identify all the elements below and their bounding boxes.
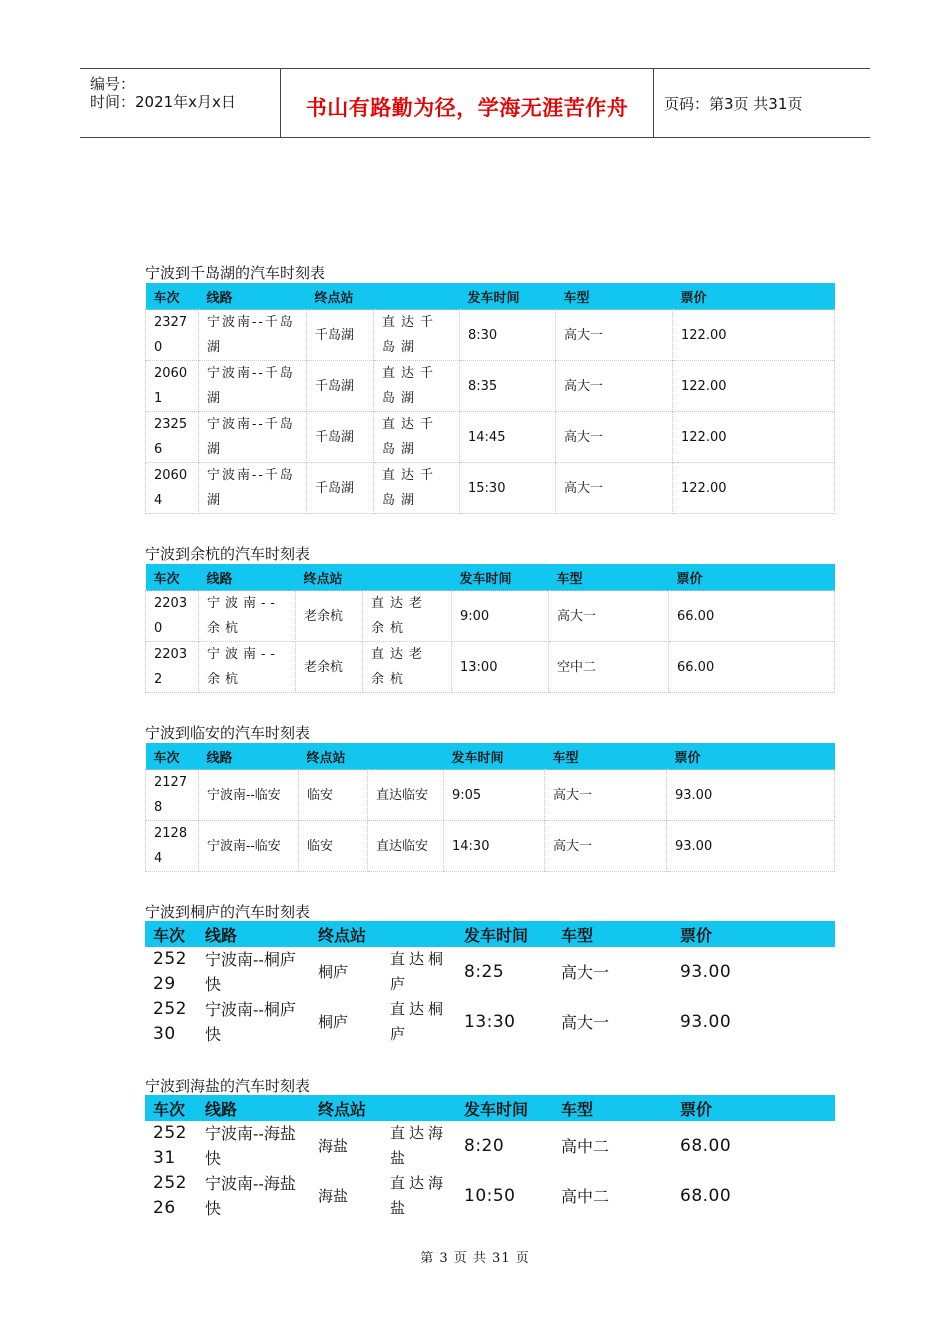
table-title: 宁波到余杭的汽车时刻表 (145, 545, 311, 563)
terminal: 海盐 (318, 1136, 349, 1155)
route: 宁波南--海盐快 (205, 1174, 296, 1218)
route: 宁波南--余杭 (199, 642, 296, 693)
table-row (145, 1121, 835, 1171)
bus-type: 高大一 (556, 463, 673, 514)
service: 直达海盐 (390, 1174, 448, 1217)
service: 直达海盐 (390, 1124, 448, 1167)
depart-time: 13:30 (464, 1011, 516, 1032)
table-title: 宁波到临安的汽车时刻表 (145, 724, 311, 742)
train-no: 23256 (146, 412, 199, 463)
page-header (80, 68, 870, 138)
col-terminal: 终点站 (310, 921, 382, 947)
train-no: 25226 (153, 1173, 187, 1218)
col-route: 线路 (199, 564, 296, 591)
bus-type: 高中二 (561, 1186, 610, 1206)
col-depart: 发车时间 (456, 1095, 553, 1121)
col-blank (374, 283, 460, 310)
col-bustype: 车型 (549, 564, 669, 591)
table-row (146, 642, 835, 693)
col-route: 线路 (199, 743, 299, 770)
col-terminal: 终点站 (310, 1095, 382, 1121)
col-depart: 发车时间 (460, 283, 556, 310)
header-page-cell (654, 69, 870, 137)
bus-type: 高大一 (545, 770, 667, 821)
col-bustype: 车型 (545, 743, 667, 770)
table-row (146, 310, 835, 361)
table-title: 宁波到千岛湖的汽车时刻表 (145, 264, 326, 282)
col-bustype: 车型 (556, 283, 673, 310)
col-route: 线路 (197, 1095, 310, 1121)
terminal: 桐庐 (318, 962, 349, 981)
col-terminal: 终点站 (299, 743, 368, 770)
depart-time: 15:30 (460, 463, 556, 514)
terminal: 千岛湖 (307, 463, 374, 514)
service: 直达桐庐 (390, 1000, 448, 1043)
col-train: 车次 (146, 743, 199, 770)
col-depart: 发车时间 (444, 743, 545, 770)
timetable-tonglu (145, 921, 835, 1047)
header-row (145, 1095, 835, 1121)
price: 122.00 (673, 361, 835, 412)
bus-type: 高大一 (561, 1012, 610, 1032)
table-row (145, 947, 835, 997)
terminal: 老余杭 (296, 591, 363, 642)
route: 宁波南--余杭 (199, 591, 296, 642)
price: 93.00 (680, 961, 732, 982)
price: 66.00 (669, 642, 835, 693)
price: 122.00 (673, 412, 835, 463)
number-label: 编号： (90, 75, 136, 93)
col-terminal: 终点站 (296, 564, 363, 591)
terminal: 桐庐 (318, 1012, 349, 1031)
train-no: 20601 (146, 361, 199, 412)
header-meta (80, 69, 281, 137)
terminal: 临安 (299, 821, 368, 872)
header-motto-cell (281, 69, 654, 137)
terminal: 千岛湖 (307, 361, 374, 412)
route: 宁波南--千岛湖 (199, 412, 307, 463)
table-row (146, 591, 835, 642)
table-row (146, 463, 835, 514)
train-no: 23270 (146, 310, 199, 361)
service: 直达桐庐 (390, 950, 448, 993)
price: 93.00 (667, 770, 835, 821)
header-row (145, 921, 835, 947)
depart-time: 8:25 (464, 961, 505, 982)
bus-type: 高大一 (556, 310, 673, 361)
col-blank (382, 1095, 456, 1121)
col-price: 票价 (667, 743, 835, 770)
col-price: 票价 (673, 283, 835, 310)
col-bustype: 车型 (553, 1095, 672, 1121)
table-row (146, 821, 835, 872)
price: 122.00 (673, 463, 835, 514)
col-route: 线路 (197, 921, 310, 947)
depart-time: 8:35 (460, 361, 556, 412)
table-row (145, 1171, 835, 1221)
terminal: 海盐 (318, 1186, 349, 1205)
col-train: 车次 (145, 1095, 197, 1121)
train-no: 22032 (146, 642, 199, 693)
col-route: 线路 (199, 283, 307, 310)
table-row (146, 770, 835, 821)
service: 直达千岛湖 (374, 463, 460, 514)
col-blank (363, 564, 452, 591)
service: 直达临安 (368, 770, 444, 821)
price: 93.00 (680, 1011, 732, 1032)
route: 宁波南--桐庐快 (205, 1000, 296, 1044)
train-no: 21278 (146, 770, 199, 821)
page-footer: 第 3 页 共 31 页 (420, 1251, 530, 1266)
table-title: 宁波到海盐的汽车时刻表 (145, 1077, 311, 1095)
depart-time: 8:20 (464, 1135, 505, 1156)
depart-time: 14:30 (444, 821, 545, 872)
bus-type: 高大一 (545, 821, 667, 872)
header-row (146, 743, 835, 770)
bus-type: 高大一 (561, 962, 610, 982)
timetable-linan (145, 743, 835, 872)
service: 直达老余杭 (363, 591, 452, 642)
price: 122.00 (673, 310, 835, 361)
bus-type: 高中二 (561, 1136, 610, 1156)
col-price: 票价 (672, 1095, 835, 1121)
depart-time: 8:30 (460, 310, 556, 361)
col-blank (382, 921, 456, 947)
page-label: 页码：第3页 共31页 (664, 95, 803, 113)
price: 68.00 (680, 1185, 732, 1206)
depart-time: 9:05 (444, 770, 545, 821)
bus-type: 高大一 (549, 591, 669, 642)
train-no: 21284 (146, 821, 199, 872)
train-no: 20604 (146, 463, 199, 514)
service: 直达千岛湖 (374, 361, 460, 412)
bus-type: 高大一 (556, 412, 673, 463)
col-bustype: 车型 (553, 921, 672, 947)
route: 宁波南--千岛湖 (199, 361, 307, 412)
route: 宁波南--临安 (199, 821, 299, 872)
col-blank (368, 743, 444, 770)
price: 68.00 (680, 1135, 732, 1156)
col-train: 车次 (145, 921, 197, 947)
route: 宁波南--临安 (199, 770, 299, 821)
table-title: 宁波到桐庐的汽车时刻表 (145, 903, 311, 921)
col-depart: 发车时间 (456, 921, 553, 947)
route: 宁波南--千岛湖 (199, 310, 307, 361)
service: 直达临安 (368, 821, 444, 872)
route: 宁波南--桐庐快 (205, 950, 296, 994)
depart-time: 9:00 (452, 591, 549, 642)
terminal: 老余杭 (296, 642, 363, 693)
service: 直达千岛湖 (374, 412, 460, 463)
train-no: 25230 (153, 999, 187, 1044)
service: 直达千岛湖 (374, 310, 460, 361)
terminal: 临安 (299, 770, 368, 821)
train-no: 25229 (153, 949, 187, 994)
service: 直达老余杭 (363, 642, 452, 693)
table-row (146, 361, 835, 412)
depart-time: 10:50 (464, 1185, 516, 1206)
col-train: 车次 (146, 564, 199, 591)
price: 66.00 (669, 591, 835, 642)
route: 宁波南--千岛湖 (199, 463, 307, 514)
col-depart: 发车时间 (452, 564, 549, 591)
table-row (145, 997, 835, 1047)
timetable-qiandaohu (145, 283, 835, 514)
depart-time: 13:00 (452, 642, 549, 693)
train-no: 22030 (146, 591, 199, 642)
depart-time: 14:45 (460, 412, 556, 463)
col-train: 车次 (146, 283, 199, 310)
train-no: 25231 (153, 1123, 187, 1168)
col-price: 票价 (669, 564, 835, 591)
header-row (146, 283, 835, 310)
bus-type: 高大一 (556, 361, 673, 412)
time-label: 时间：2021年x月x日 (90, 93, 236, 111)
timetable-yuhang (145, 564, 835, 693)
col-terminal: 终点站 (307, 283, 374, 310)
route: 宁波南--海盐快 (205, 1124, 296, 1168)
terminal: 千岛湖 (307, 412, 374, 463)
price: 93.00 (667, 821, 835, 872)
timetable-haiyan (145, 1095, 835, 1221)
terminal: 千岛湖 (307, 310, 374, 361)
col-price: 票价 (672, 921, 835, 947)
motto: 书山有路勤为径，学海无涯苦作舟 (305, 96, 629, 120)
bus-type: 空中二 (549, 642, 669, 693)
header-row (146, 564, 835, 591)
table-row (146, 412, 835, 463)
